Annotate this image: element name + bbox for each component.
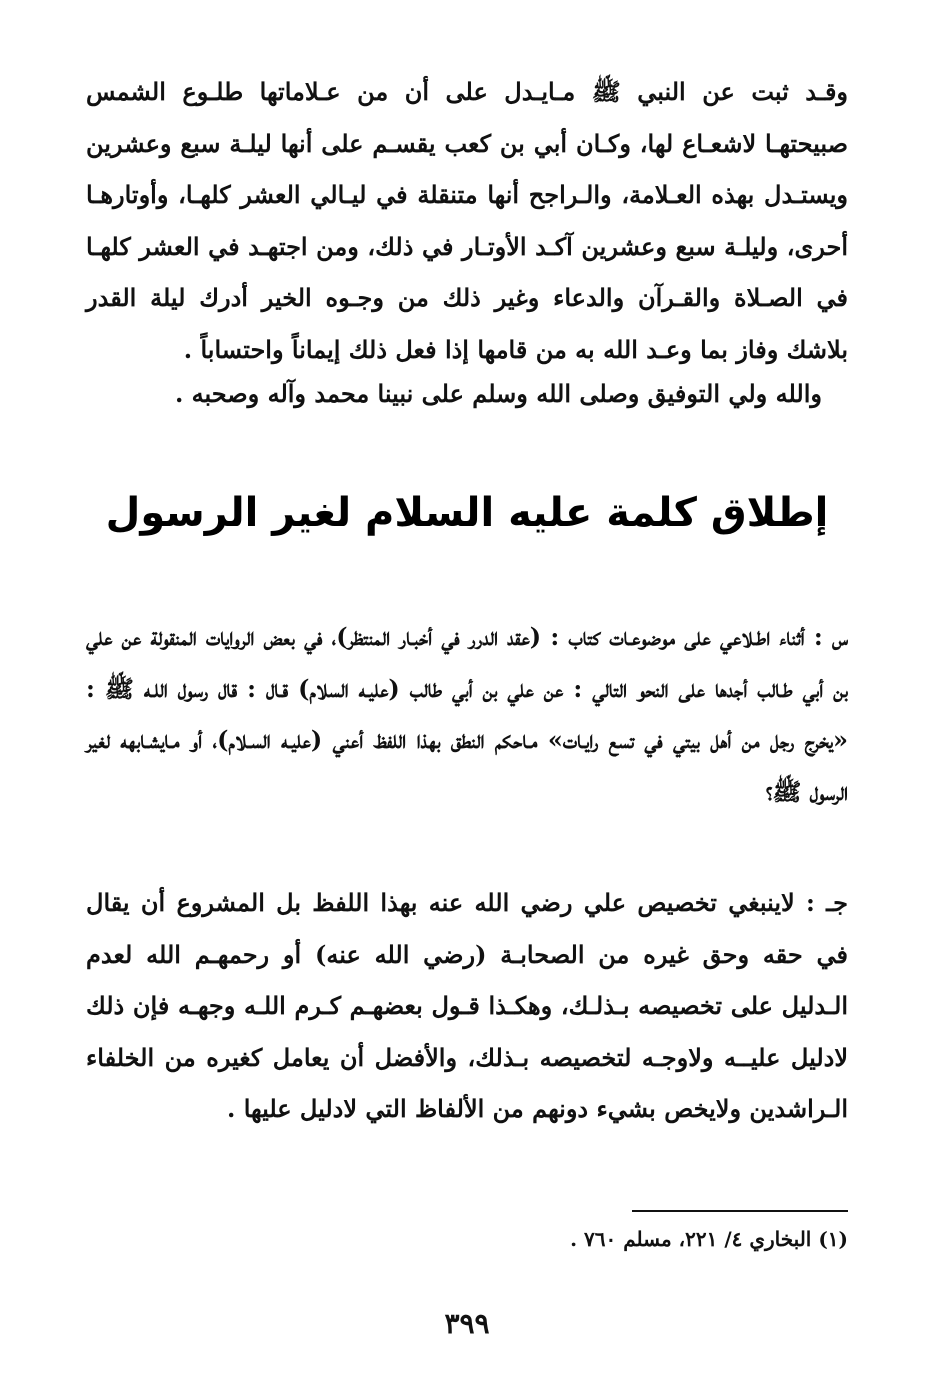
question-text: س : أثناء اطـلاعي على موضوعـات كتاب : (عقد الدرر في أخبـار المنتظر)، في بعض الروايات المنقولة عن علي بن أبي طـالب أجدها على النحو التالي : عن علي بن أبي طالب (عليـه السلام) قـال : قال رسول اللـه ﷺ : «يخرج رجل من أهل بيتي في تسع رايـات» مـاحكم النطق بهذا اللفظ أعني (عليـه السـلام)، أو مـايشـابهه لغير الرسول ﷺ؟ <box>86 622 848 806</box>
paragraph-text: وقـد ثبت عن النبي ﷺ مـايـدل على أن من عـلاماتها طلـوع الشمس صبيحتهـا لاشعـاع لها، وكـان أبي بن كعب يقسـم على أنها ليلـة سبع وعشرين ويستـدل بهذه العـلامة، والـراجح أنها متنقلة في ليـالي العشر كلهـا، وأوتارهـا أحرى، وليلـة سبع وعشرين آكـد الأوتـار في ذلك، ومن اجتهـد في العشر كلهـا في الصـلاة والقـرآن والدعاء وغير ذلك من وجـوه الخير أدرك ليلة القدر بلاشك وفاز بما وعـد الله به من قامها إذا فعل ذلك إيماناً واحتساباً . <box>86 77 848 364</box>
footnote: (١) البخاري ٤/ ٢٢١، مسلم ٧٦٠ . <box>570 1227 848 1251</box>
section-heading: إطلاق كلمة عليه السلام لغير الرسول <box>105 490 829 536</box>
page-number: ٣٩٩ <box>444 1307 490 1340</box>
laylat-al-qadr-paragraph <box>86 66 848 375</box>
question-paragraph <box>86 611 848 817</box>
closing-supplication: والله ولي التوفيق وصلى الله وسلم على نبينا محمد وآله وصحبه . <box>174 379 822 408</box>
answer-paragraph <box>86 877 848 1135</box>
footnote-divider <box>632 1210 848 1212</box>
answer-text: جـ : لاينبغي تخصيص علي رضي الله عنه بهذا اللفظ بل المشروع أن يقال في حقه وحق غيره من الصحابـة (رضي الله عنه) أو رحمهـم الله لعدم الـدليل على تخصيصه بـذلـك، وهكـذا قـول بعضهـم كـرم اللـه وجهـه فإن ذلك لادليل عليــه ولاوجـه لتخصيصه بـذلك، والأفضل أن يعامل كغيره من الخلفاء الـراشدين ولايخص بشيء دونهم من الألفاظ التي لادليل عليها . <box>86 888 848 1123</box>
